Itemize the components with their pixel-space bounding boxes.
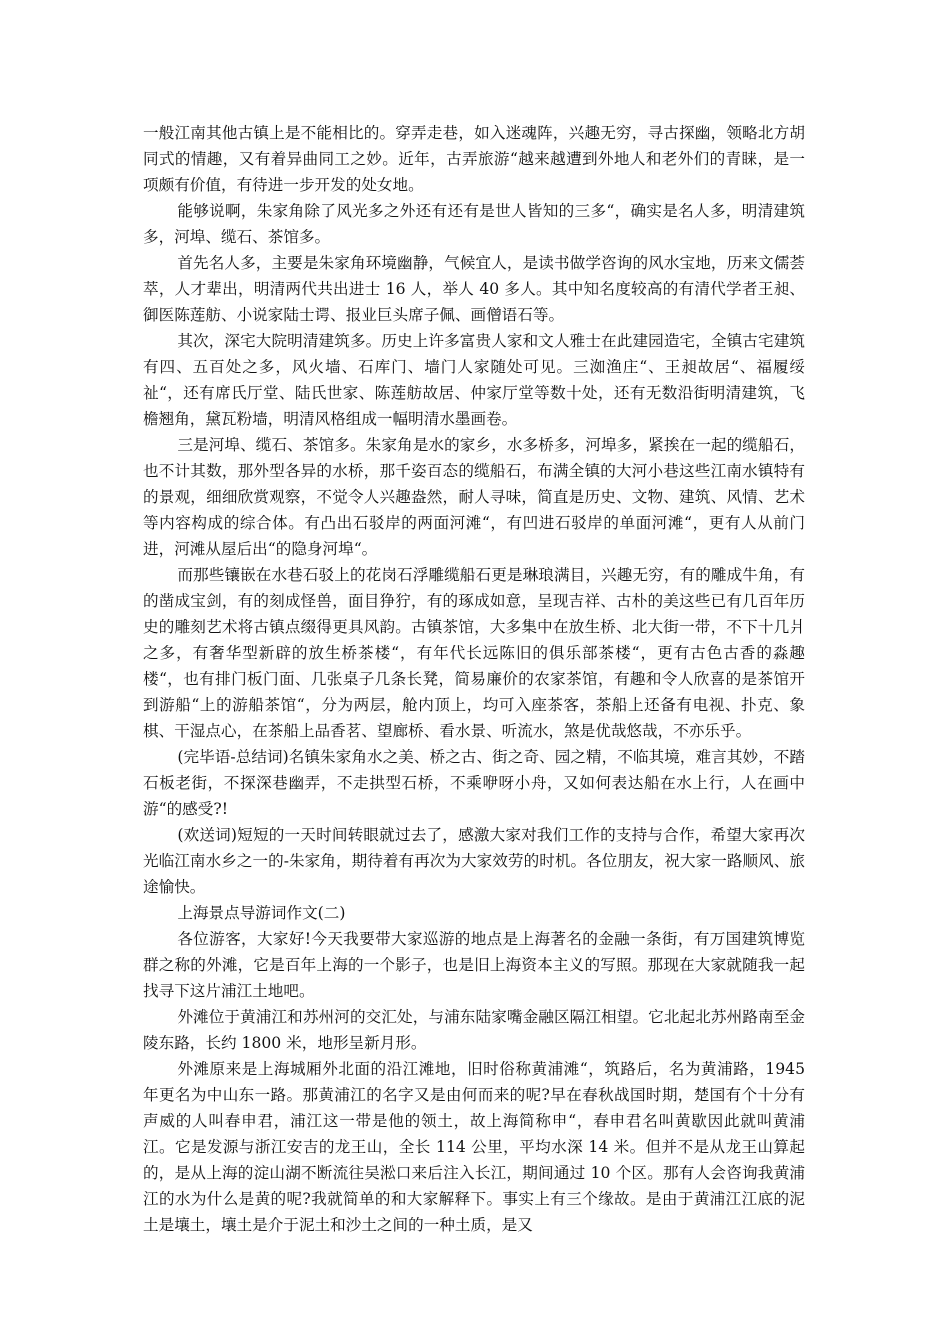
paragraph-closing-summary: (完毕语-总结词)名镇朱家角水之美、桥之古、街之奇、园之精，不临其境，难言其妙，不踏石板老街，不探深巷幽弄，不走拱型石桥，不乘咿呀小舟，又如何表达船在水上行，人在画中游“的感受?! — [143, 748, 805, 818]
paragraph-wharfs-teahouses: 三是河埠、缆石、茶馆多。朱家角是水的家乡，水多桥多，河埠多，紧挨在一起的缆船石，也不计其数，那外型各异的水桥，那千姿百态的缆船石，布满全镇的大河小巷这些江南水镇特有的景观，细细欣赏观察，不觉令人兴趣盎然，耐人寻味，简直是历史、文物、建筑、风情、艺术等内容构成的综合体。有凸出石驳岸的两面河滩“，有凹进石驳岸的单面河滩“，更有人从前门进，河滩从屋后出“的隐身河埠“。 — [143, 436, 805, 558]
paragraph-three-many: 能够说啊，朱家角除了风光多之外还有还有是世人皆知的三多“，确实是名人多，明清建筑多，河埠、缆石、茶馆多。 — [143, 202, 805, 246]
paragraph-farewell: (欢送词)短短的一天时间转眼就过去了，感激大家对我们工作的支持与合作，希望大家再次光临江南水乡之一的-朱家角，期待着有再次为大家效劳的时机。各位朋友，祝大家一路顺风、旅途愉快。 — [143, 826, 805, 896]
paragraph-ming-qing-buildings: 其次，深宅大院明清建筑多。历史上许多富贵人家和文人雅士在此建园造宅，全镇古宅建筑有四、五百处之多，风火墙、石库门、墙门人家随处可见。三洳渔庄“、王昶故居“、福履绥祉“，还有席氏厅堂、陆氏世家、陈莲舫故居、仲家厅堂等数十处，还有无数沿街明清建筑，飞檐翘角，黛瓦粉墙，明清风格组成一幅明清水墨画卷。 — [143, 332, 805, 428]
paragraph-famous-people: 首先名人多，主要是朱家角环境幽静，气候宜人，是读书做学咨询的风水宝地，历来文儒荟萃，人才辈出，明清两代共出进士 16 人，举人 40 多人。其中知名度较高的有清代学者王昶、御医陈莲舫、小说家陆士谔、报业巨头席子佩、画僧语石等。 — [143, 254, 805, 324]
paragraph-huangpu-history: 外滩原来是上海城厢外北面的沿江滩地，旧时俗称黄浦滩“，筑路后，名为黄浦路，1945 年更名为中山东一路。那黄浦江的名字又是由何而来的呢?早在春秋战国时期，楚国有个十分有声威的人叫春申君，浦江这一带是他的领土，故上海简称申“，春申君名叫黄歇因此就叫黄浦江。它是发源与浙江安吉的龙王山，全长 114 公里，平均水深 14 米。但并不是从龙王山算起的，是从上海的淀山湖不断流往吴淞口来后注入长江，期间通过 10 个区。那有人会咨询我黄浦江的水为什么是黄的呢?我就简单的和大家解释下。事实上有三个缘故。是由于黄浦江江底的泥土是壤土，壤土是介于泥土和沙土之间的一种土质，是又 — [143, 1060, 805, 1234]
paragraph-alley-tourism: 一般江南其他古镇上是不能相比的。穿弄走巷，如入迷魂阵，兴趣无穷，寻古探幽，领略北方胡同式的情趣，又有着异曲同工之妙。近年，古弄旅游“越来越遭到外地人和老外们的青睐，是一项颇有价值，有待进一步开发的处女地。 — [143, 124, 805, 194]
paragraph-mooring-stones: 而那些镶嵌在水巷石驳上的花岗石浮雕缆船石更是琳琅满目，兴趣无穷，有的雕成牛角，有的凿成宝剑，有的刻成怪兽，面目狰狞，有的琢成如意，呈现吉祥、古朴的美这些已有几百年历史的雕刻艺术将古镇点缀得更具风韵。古镇茶馆，大多集中在放生桥、北大街一带，不下十几爿之多，有奢华型新辟的放生桥茶楼“，有年代长远陈旧的俱乐部茶楼“，更有古色古香的淼趣楼“，也有排门板门面、几张桌子几条长凳，简易廉价的农家茶馆，有趣和令人欣喜的是茶馆开到游船“上的游船茶馆“，分为两层，舱内顶上，均可入座茶客，茶船上还备有电视、扑克、象棋、干湿点心，在茶船上品香茗、望廊桥、看水景、听流水，煞是优哉悠哉，不亦乐乎。 — [143, 566, 805, 740]
document-body — [143, 120, 805, 1238]
section-heading-shanghai-2: 上海景点导游词作文(二) — [177, 904, 346, 922]
paragraph-bund-location: 外滩位于黄浦江和苏州河的交汇处，与浦东陆家嘴金融区隔江相望。它北起北苏州路南至金陵东路，长约 1800 米，地形呈新月形。 — [143, 1008, 805, 1052]
paragraph-bund-welcome: 各位游客，大家好!今天我要带大家巡游的地点是上海著名的金融一条街，有万国建筑博览群之称的外滩，它是百年上海的一个影子，也是旧上海资本主义的写照。那现在大家就随我一起找寻下这片浦江土地吧。 — [143, 930, 805, 1000]
